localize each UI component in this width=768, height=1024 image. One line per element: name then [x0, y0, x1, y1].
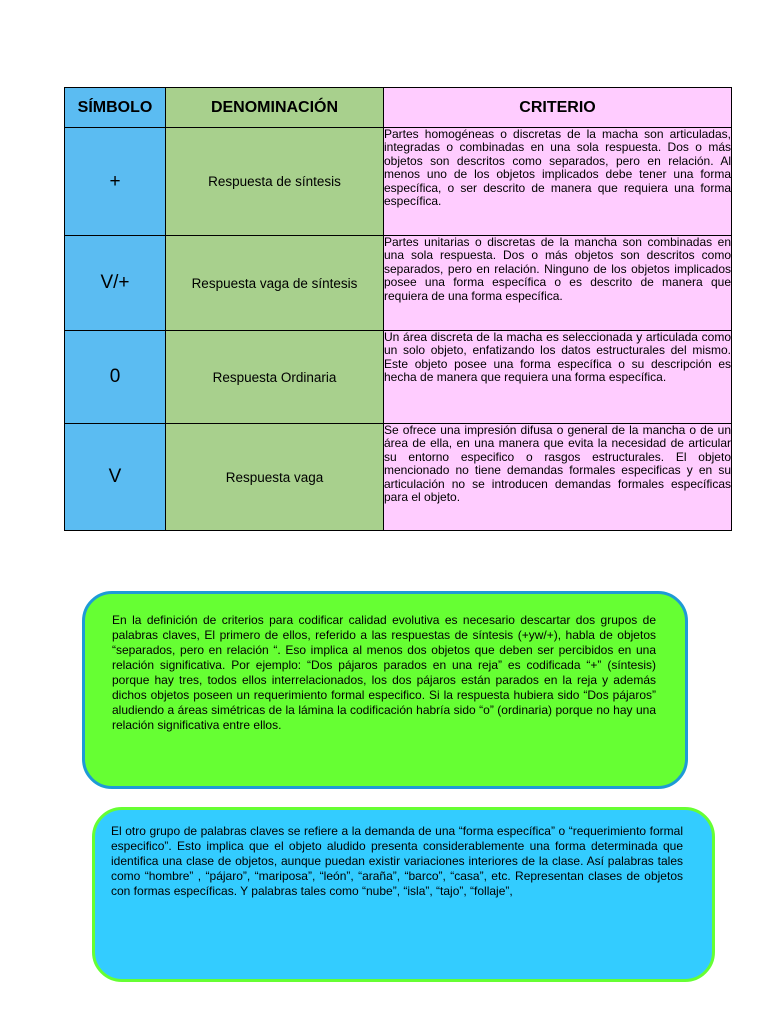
row-denomination: Respuesta vaga de síntesis: [166, 236, 384, 331]
row-symbol: +: [65, 128, 166, 236]
specific-form-explanation-text: El otro grupo de palabras claves se refiere a la demanda de una “forma específica” o “requerimiento formal especifico”. Esto implica que el objeto aludido presenta considerablemente una forma determinada que identifica una clase de objetos, aunque puedan existir variaciones interiores de la clase. Así palabras tales como “hombre” , “pájaro”, “mariposa”, “león”, “araña”, “barco”, “casa”, etc. Representan clases de objetos con formas específicas. Y palabras tales como “nube”, “isla”, “tajo”, “follaje”,: [111, 824, 683, 898]
row-symbol: 0: [65, 331, 166, 424]
table-row: [65, 424, 732, 531]
header-symbol: SÍMBOLO: [65, 88, 166, 128]
row-symbol: V/+: [65, 236, 166, 331]
synthesis-explanation-box: [82, 591, 688, 789]
table-row: [65, 128, 732, 236]
criteria-table: [64, 87, 732, 531]
row-criterion: Partes homogéneas o discretas de la macha son articuladas, integradas o combinadas en una sola respuesta. Dos o más objetos son descritos como separados, pero en relación. Al menos uno de los objetos implicados debe tener una forma específica, o ser descrito de manera que requiera una forma específica.: [384, 128, 732, 236]
header-criterion: CRITERIO: [384, 88, 732, 128]
table-row: [65, 331, 732, 424]
header-denomination: DENOMINACIÓN: [166, 88, 384, 128]
table-row: [65, 236, 732, 331]
row-denomination: Respuesta vaga: [166, 424, 384, 531]
row-denomination: Respuesta Ordinaria: [166, 331, 384, 424]
row-symbol: V: [65, 424, 166, 531]
row-criterion: Partes unitarias o discretas de la mancha son combinadas en una sola respuesta. Dos o más objetos son descritos como separados, pero en relación. Ninguno de los objetos implicados posee una forma específica o es descrito de manera que requiera de una forma específica.: [384, 236, 732, 331]
row-criterion: Un área discreta de la macha es seleccionada y articulada como un solo objeto, enfatizando los datos estructurales del mismo. Este objeto posee una forma específica o su descripción es hecha de manera que requiera una forma específica.: [384, 331, 732, 424]
row-denomination: Respuesta de síntesis: [166, 128, 384, 236]
specific-form-explanation-box: [92, 807, 715, 982]
row-criterion: Se ofrece una impresión difusa o general de la mancha o de un área de ella, en una manera que evita la necesidad de articular su entorno especifico o rasgos estructurales. El objeto mencionado no tiene demandas formales especificas y en su articulación no se introducen demandas formales específicas para el objeto.: [384, 424, 732, 531]
synthesis-explanation-text: En la definición de criterios para codificar calidad evolutiva es necesario descartar dos grupos de palabras claves, El primero de ellos, referido a las respuestas de síntesis (+yw/+), habla de objetos “separados, pero en relación “. Eso implica al menos dos objetos que deben ser percibidos en una relación significativa. Por ejemplo: “Dos pájaros parados en una reja” es codificada “+” (síntesis) porque hay tres, todos ellos interrelacionados, los dos pájaros están parados en la reja y además dichos objetos poseen un requerimiento formal especifico. Si la respuesta hubiera sido “Dos pájaros” aludiendo a áreas simétricas de la lámina la codificación habría sido “o” (ordinaria) porque no hay una relación significativa entre ellos.: [112, 613, 656, 732]
table-header-row: [65, 88, 732, 128]
